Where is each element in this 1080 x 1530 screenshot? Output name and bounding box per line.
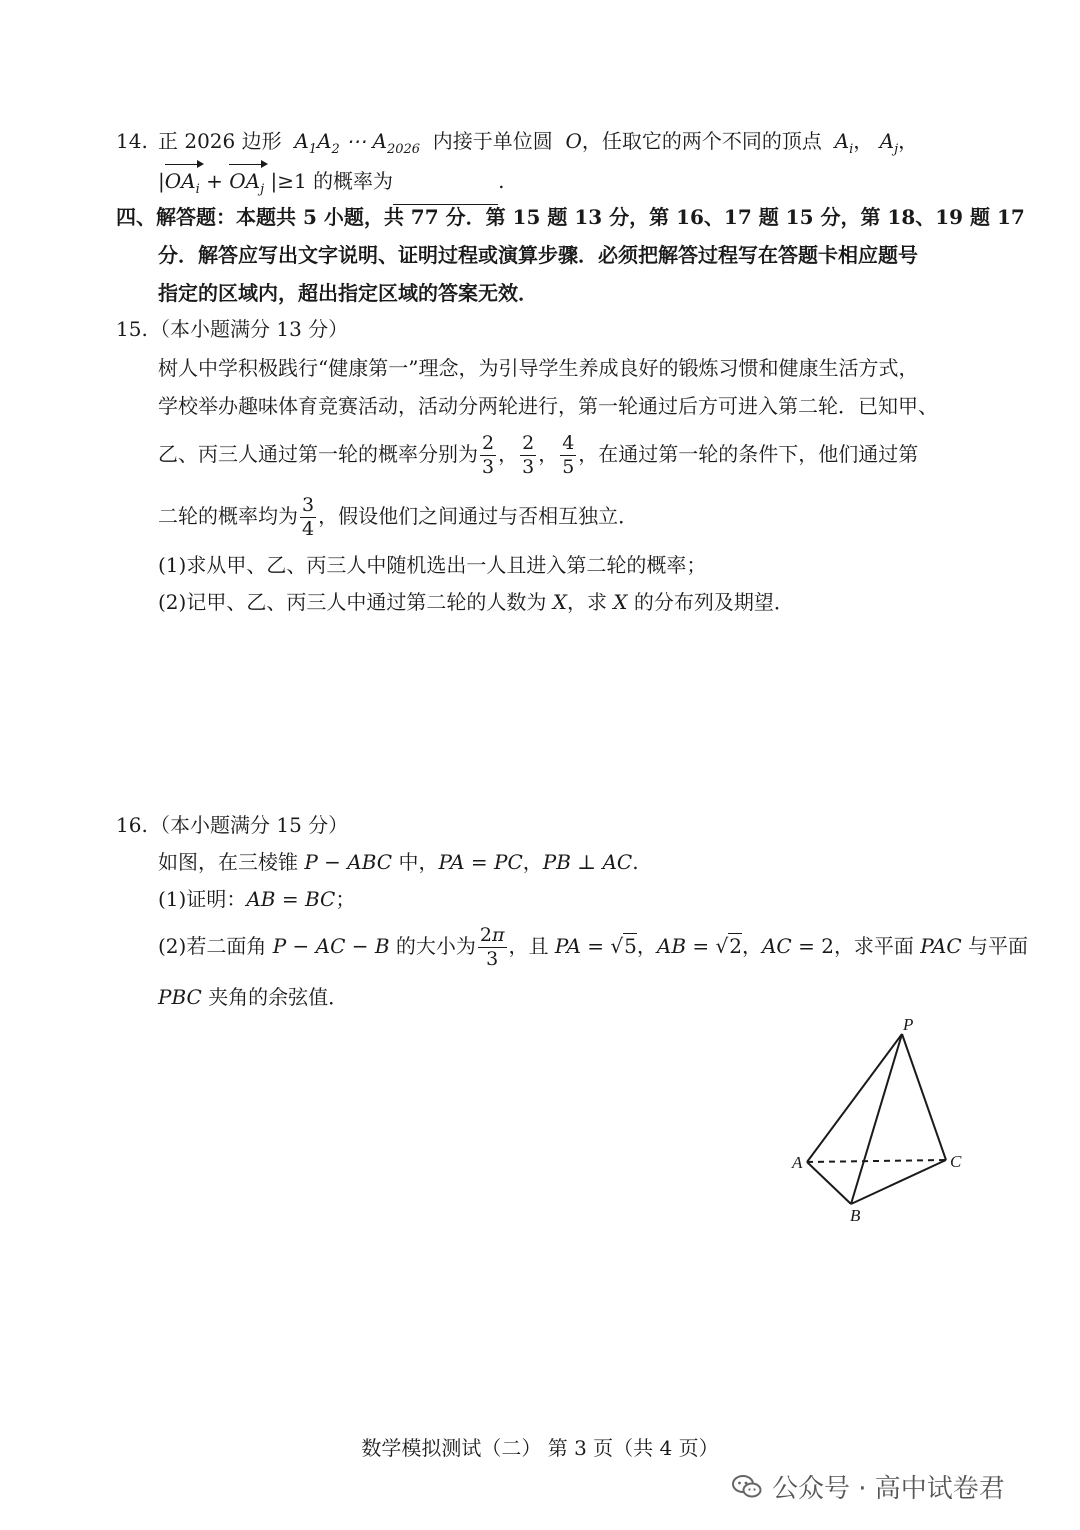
q16-number: 16.	[116, 813, 148, 837]
section4-line1: 四、解答题：本题共 5 小题，共 77 分．第 15 题 13 分，第 16、17 题 15 分，第 18、19 题 17	[116, 205, 1025, 229]
label-P: P	[903, 1015, 914, 1034]
page-footer: 数学模拟测试（二） 第 3 页（共 4 页）	[361, 1436, 719, 1460]
q14-number: 14.	[116, 129, 148, 153]
label-B: B	[850, 1206, 861, 1225]
edge-AC-hidden	[807, 1160, 946, 1162]
edge-PC	[902, 1034, 946, 1160]
edge-PA	[807, 1034, 902, 1162]
edge-BC	[851, 1160, 946, 1204]
q14-line1: 正 2026 边形 $A_1A_2$ ⋯ $A_{2026}$ 内接于单位圆 O，任取它的两个不同的顶点 $A_i$， $A_j$，	[158, 129, 919, 157]
fraction: $\frac{2}{3}$	[482, 432, 495, 478]
q15-line3: 乙、丙三人通过第一轮的概率分别为 $\frac{2}{3}$ ， $\frac{2}{3}$ ， $\frac{4}{5}$ ，在通过第一轮的条件下，他们通过第	[158, 432, 919, 478]
q15-part1: (1)求从甲、乙、丙三人中随机选出一人且进入第二轮的概率；	[158, 553, 707, 577]
q15-number: 15.	[116, 317, 148, 341]
q15-line4: 二轮的概率均为 $\frac{3}{4}$ ，假设他们之间通过与否相互独立．	[158, 494, 639, 540]
section4-line2: 分．解答应写出文字说明、证明过程或演算步骤．必须把解答过程写在答题卡相应题号	[158, 243, 918, 267]
q16-part2: (2)若二面角 P − AC − B 的大小为 $\frac{2\pi}{3}$ ，且 PA = √5，AB = √2，AC = 2，求平面 PAC 与平面	[158, 924, 1029, 970]
q16-line1: 如图，在三棱锥 P − ABC 中，PA = PC，PB ⊥ AC.	[158, 850, 639, 874]
q14-line2: $|OA_i + OA_j$ |≥1 的概率为 .	[158, 166, 504, 205]
watermark	[732, 1468, 1005, 1505]
fraction: $\frac{4}{5}$	[562, 432, 575, 478]
q16-header: （本小题满分 15 分）	[150, 813, 349, 837]
edge-PB	[851, 1034, 902, 1204]
wechat-icon	[732, 1474, 762, 1500]
q16-part1: (1)证明：AB = BC；	[158, 887, 356, 911]
q16-line-last: PBC 夹角的余弦值．	[158, 985, 349, 1009]
fraction: $\frac{2}{3}$	[522, 432, 535, 478]
fraction: $\frac{3}{4}$	[302, 494, 315, 540]
q15-part2: (2)记甲、乙、丙三人中通过第二轮的人数为 X，求 X 的分布列及期望．	[158, 590, 794, 614]
section4-line3: 指定的区域内，超出指定区域的答案无效．	[158, 281, 538, 305]
pyramid-figure	[780, 1010, 980, 1225]
label-C: C	[950, 1152, 962, 1171]
label-A: A	[792, 1153, 803, 1172]
edge-AB	[807, 1162, 851, 1204]
fraction: $\frac{2\pi}{3}$	[479, 924, 505, 970]
watermark-text: 公众号 · 高中试卷君	[772, 1474, 1005, 1504]
q15-line2: 学校举办趣味体育竞赛活动，活动分两轮进行，第一轮通过后方可进入第二轮．已知甲、	[158, 394, 938, 418]
q15-header: （本小题满分 13 分）	[150, 317, 349, 341]
q15-line1: 树人中学积极践行“健康第一”理念，为引导学生养成良好的锻炼习惯和健康生活方式，	[158, 356, 919, 380]
